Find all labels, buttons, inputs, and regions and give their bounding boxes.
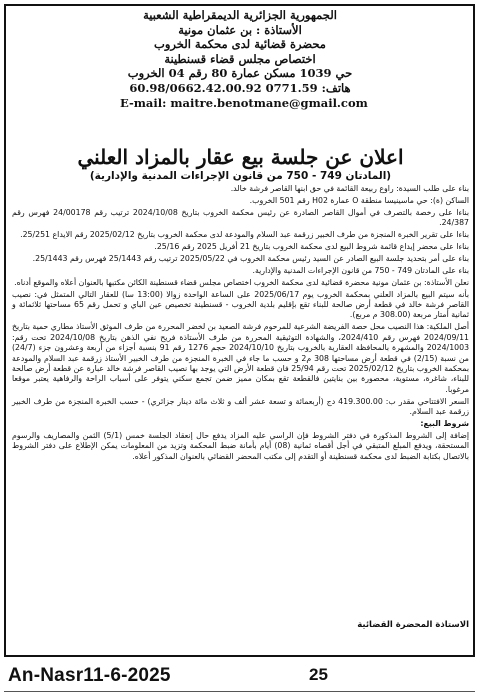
page-footer xyxy=(4,657,475,697)
jurisdiction: اختصاص مجلس قضاء قسنطينة xyxy=(164,51,316,66)
body-paragraph: بناءا على محضر إيداع قائمة شروط البيع لدى محكمة الخروب بتاريخ 21 أفريل 2025 رقم 25/16. xyxy=(154,242,469,252)
sale-conditions-heading: شروط البيع: xyxy=(420,419,469,429)
notice-body xyxy=(12,184,469,464)
body-paragraph: بأنه سيتم البيع بالمزاد العلني بمحكمة الخروب يوم 2025/06/17 على الساعة الواحدة زوالا (13:00 سا) للعقار التالي المتمثل في: نصيب القاصر فرشة خالد في قطعة أرض صالحة للبناء تقع بإقليم بلدية الخروب - قسنطينة تخصيص عين الباي و تحمل رقم 65 مساحتها ثلاثمائة و ثمانية أمتار مربعة (308.00 م مربع). xyxy=(12,289,470,320)
page-number: 25 xyxy=(309,665,328,684)
body-paragraph: أصل الملكية: هذا النصيب محل حصة الفريضة الشرعية للمرحوم فرشة الصعيد بن لخضر المحررة من طرف الموثق الأستاذ مطاري حمية بتاريخ 2024/09/11 فهرس رقم 2024/410، والشهادة التوثيقية المحررة من طرف الأستاذة فريح نفي الذهن بتاريخ 2024/10/08 تحت رقم: 2024/1003 والمشهرة بالمحافظة العقارية بالخروب بتاريخ 2024/10/10 حجم 1276 رقم 91 بنسبة أجزاء من أربعة وعشرون جزء (24/7) من نسبة (2/15) في قطعة أرض مساحتها 308 م2 و حسب ما جاء في الخبرة المنجزة من طرف الخبير الأستاذ زرقمة عبد السلام والمودعة بمحكمة الخروب بتاريخ 2025/02/12 تحت رقم 25/94 فان قطعة الأرض التي يوجد بها نصيب القاصر فرشة خالد عبارة عن قطعة أرض صالحة للبناء، شاغرة، مستوية، محصورة بين بنايتين فالقطعة تقع بمكان مميز ضمن تجمع سكني يتوفر على أسباب الراحة والرفاهية يعتبر موقعا مرغوبا. xyxy=(12,322,470,394)
email: E-mail: maitre.benotmane@gmail.com xyxy=(120,95,368,110)
letterhead xyxy=(120,8,368,110)
notice-title: اعلان عن جلسة بيع عقار بالمزاد العلني xyxy=(77,145,404,169)
phone: هاتف: 0771.59 60.98/0662.42.00.92 xyxy=(129,80,351,95)
body-paragraph: إضافة إلى الشروط المذكورة في دفتر الشروط فإن الراسي عليه المزاد يدفع حال إنعقاد الجلسة خمس (5/1) الثمن والمصاريف والرسوم المستحقة، ويدفع المبلغ المتبقي في أجل أقصاه ثمانية (08) أيام بأمانة ضبط المحكمة وتزيد من المعلومات يمكن الإطلاع على دفتر الشروط بالاتصال بكتابة الضبط لدى محكمة قسنطينة أو التقدم إلى مكتب المحضر القضائي بالعنوان المذكور أعلاه. xyxy=(12,430,469,461)
newspaper-code: An-Nasr11-6-2025 xyxy=(8,665,171,686)
signature: الاستاذة المحضرة القضائية xyxy=(357,620,469,630)
republic-line: الجمهورية الجزائرية الديمقراطية الشعبية xyxy=(143,8,337,22)
body-paragraph: بناء على المادتان 749 - 750 من قانون الإجراءات المدنية والإدارية. xyxy=(252,265,469,275)
bailiff-court: محضرة قضائية لدى محكمة الخروب xyxy=(154,37,326,52)
bailiff-name: الأستاذة : بن عثمان مونية xyxy=(178,22,302,37)
body-paragraph: بناء على طلب السيدة: راوع ربيعة القائمة في حق ابنها القاصر فرشة خالد. xyxy=(230,184,469,193)
footer-rule xyxy=(4,691,475,692)
address: حي 1039 مسكن عمارة 80 رقم 04 الخروب xyxy=(127,66,353,81)
body-paragraph: بناءا على رخصة بالتصرف في أموال القاصر الصادرة عن رئيس محكمة الخروب بتاريخ 2024/10/08 ترتيب رقم 24/00178 فهرس رقم 24/387. xyxy=(12,207,469,228)
body-paragraph: السعر الافتتاحي مقدر ب: 419.300.00 دج (أربعمائة و تسعة عشر ألف و ثلاث مائة دينار جزائري) - حسب الخبرة المنجزة من طرف الخبير زرقمة عبد السلام. xyxy=(12,396,469,417)
body-paragraph: بناءا على تقرير الخبرة المنجزة من طرف الخبير زرقمة عبد السلام والمودعة لدى محكمة الخروب بتاريخ 2025/02/12 رقم الايداع 25/251. xyxy=(20,230,469,240)
notice-subtitle: (المادتان 749 - 750 من قانون الإجراءات المدنية والإدارية) xyxy=(89,170,392,182)
body-paragraph: الساكن (ة): حي ماسينيسا منطقة O عمارة H02 رقم 501 الخروب. xyxy=(249,195,469,205)
body-paragraph: بناء على أمر بتحديد جلسة البيع الصادر عن السيد رئيس محكمة الخروب في 2025/05/22 ترتيب رقم 25/1443 فهرس رقم 25/1443. xyxy=(32,253,469,263)
body-paragraph: نعلن الأستاذة: بن عثمان مونية محضرة قضائية لدى محكمة الخروب اختصاص مجلس قضاء قسنطينة الكائن مكتبها بالعنوان أعلاه والموقع أدناه. xyxy=(14,277,469,287)
